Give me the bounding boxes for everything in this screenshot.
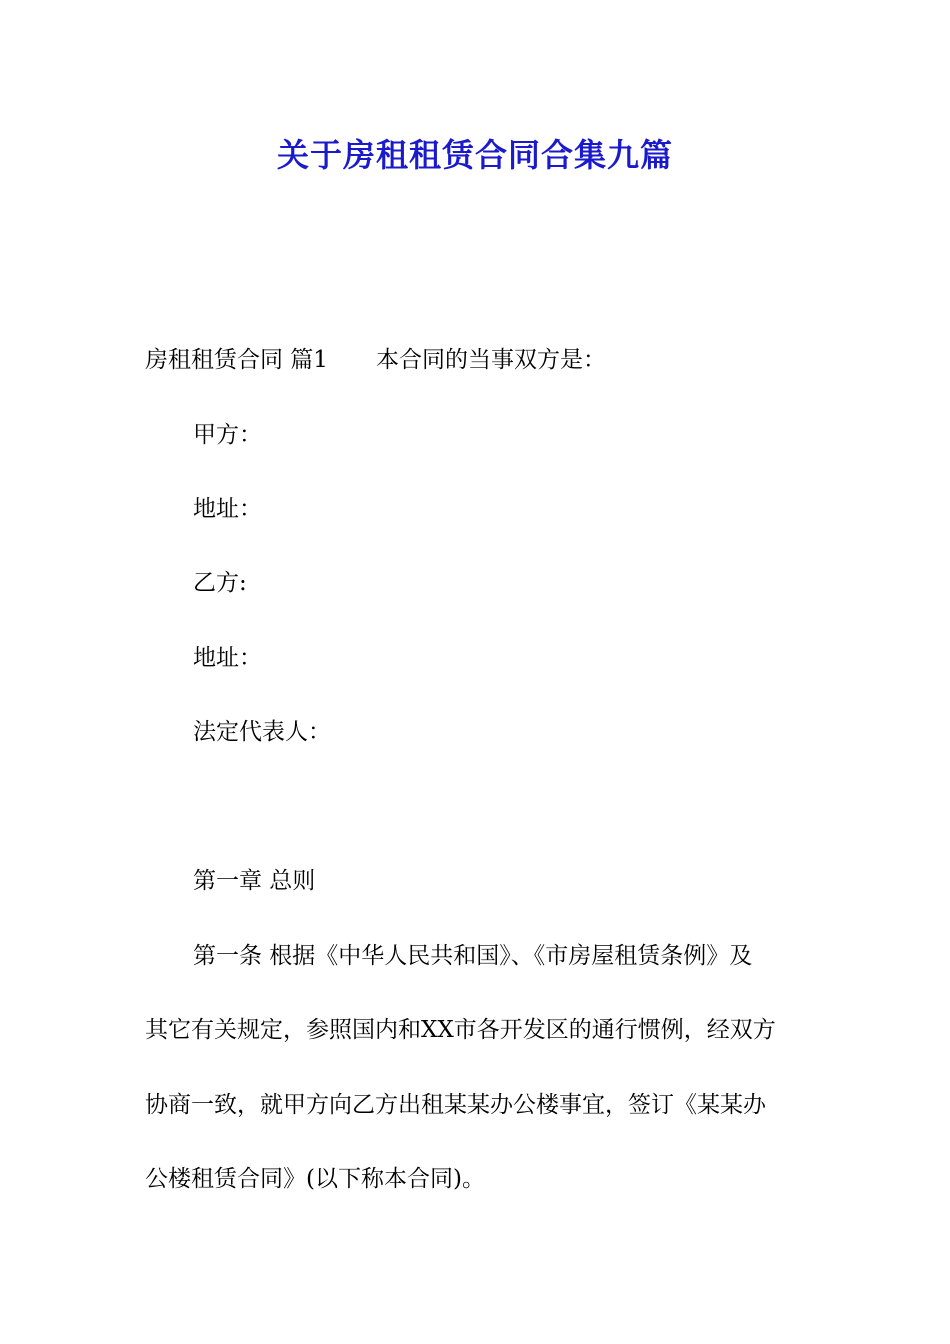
field-address-b: 地址： (193, 645, 262, 671)
article-line-4: 公楼租赁合同》(以下称本合同)。 (145, 1166, 485, 1192)
field-address-a: 地址： (193, 496, 262, 522)
article-line-3: 协商一致，就甲方向乙方出租某某办公楼事宜，签订《某某办 (145, 1092, 766, 1118)
field-legal-representative: 法定代表人： (193, 719, 331, 745)
article-line-2: 其它有关规定，参照国内和XX市各开发区的通行惯例，经双方 (145, 1017, 776, 1043)
field-party-a: 甲方： (193, 422, 262, 448)
document-title: 关于房租租赁合同合集九篇 (276, 136, 673, 174)
article-line-1: 第一条 根据《中华人民共和国》、《市房屋租赁条例》及 (193, 943, 753, 969)
contract-section-label: 房租租赁合同 篇1 (145, 347, 328, 373)
field-party-b: 乙方: (193, 570, 247, 596)
header-line (145, 345, 606, 375)
chapter-heading: 第一章 总则 (193, 868, 316, 894)
parties-intro: 本合同的当事双方是： (375, 347, 606, 373)
